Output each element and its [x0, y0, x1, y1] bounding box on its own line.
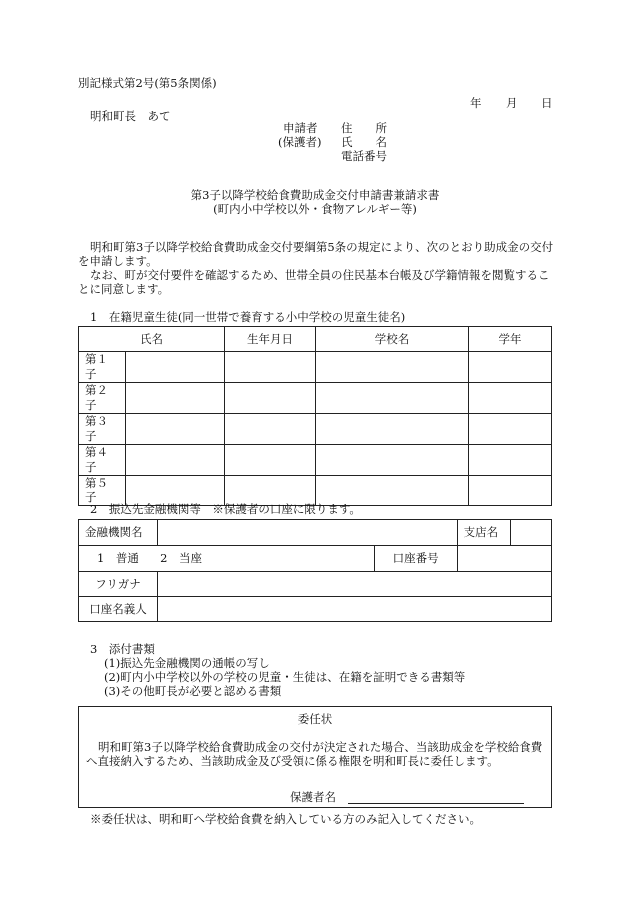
address-label: 住 所 — [341, 121, 387, 135]
account-type-ordinary[interactable]: 1 普通 — [97, 551, 139, 566]
bank-name-field[interactable] — [158, 520, 458, 546]
birthdate-cell[interactable] — [225, 444, 316, 475]
branch-label: 支店名 — [457, 520, 510, 546]
account-type-current[interactable]: 2 当座 — [160, 551, 202, 566]
bank-name-label: 金融機関名 — [79, 520, 158, 546]
grade-cell[interactable] — [469, 475, 552, 506]
guardian-name-field[interactable] — [348, 803, 524, 804]
grade-cell[interactable] — [469, 413, 552, 444]
addressee: 明和町長 あて — [90, 109, 171, 123]
account-holder-field[interactable] — [158, 597, 552, 622]
name-cell[interactable] — [126, 444, 225, 475]
row-label: 第３子 — [79, 413, 126, 444]
school-cell[interactable] — [316, 444, 469, 475]
table-row — [79, 382, 552, 413]
name-cell[interactable] — [126, 413, 225, 444]
applicant-label: 申請者 — [283, 121, 318, 135]
row-label: 第２子 — [79, 382, 126, 413]
proxy-title: 委任状 — [297, 712, 333, 726]
document-subtitle: (町内小中学校以外・食物アレルギー等) — [213, 202, 417, 216]
account-number-field[interactable] — [457, 546, 551, 572]
account-number-label: 口座番号 — [374, 546, 457, 572]
proxy-line-2: へ直接納入するため、当該助成金及び受領に係る権限を明和町長に委任します。 — [86, 754, 499, 768]
name-cell[interactable] — [126, 382, 225, 413]
attachment-item-2: (2)町内小中学校以外の学校の児童・生徒は、在籍を証明できる書類等 — [104, 670, 466, 684]
table-row — [79, 413, 552, 444]
grade-cell[interactable] — [469, 382, 552, 413]
col-header-birthdate: 生年月日 — [225, 327, 316, 352]
table-row — [79, 444, 552, 475]
col-header-grade: 学年 — [469, 327, 552, 352]
intro-line-4: とに同意します。 — [78, 282, 170, 296]
col-header-name: 氏名 — [79, 327, 225, 352]
account-holder-label: 口座名義人 — [79, 597, 158, 622]
birthdate-cell[interactable] — [225, 413, 316, 444]
form-number: 別記様式第2号(第5条関係) — [78, 76, 217, 90]
guardian-name-label: 保護者名 — [290, 790, 336, 804]
name-label: 氏 名 — [341, 135, 387, 149]
bank-table — [78, 519, 552, 622]
section2-heading: 2 振込先金融機関等 ※保護者の口座に限ります。 — [90, 502, 361, 516]
date-month-label: 月 — [506, 96, 518, 110]
intro-line-1: 明和町第3子以降学校給食費助成金交付要綱第5条の規定により、次のとおり助成金の交付 — [90, 240, 554, 254]
guardian-paren-label: (保護者) — [278, 135, 322, 149]
furigana-field[interactable] — [158, 572, 552, 597]
birthdate-cell[interactable] — [225, 352, 316, 383]
table-row — [79, 352, 552, 383]
date-year-label: 年 — [470, 96, 482, 110]
row-label: 第１子 — [79, 352, 126, 383]
school-cell[interactable] — [316, 382, 469, 413]
school-cell[interactable] — [316, 352, 469, 383]
name-cell[interactable] — [126, 352, 225, 383]
account-type-cell — [79, 546, 375, 572]
document-title: 第3子以降学校給食費助成金交付申請書兼請求書 — [190, 188, 440, 202]
attachment-item-1: (1)振込先金融機関の通帳の写し — [104, 656, 270, 670]
intro-line-2: を申請します。 — [78, 254, 158, 268]
school-cell[interactable] — [316, 413, 469, 444]
footer-note: ※委任状は、明和町へ学校給食費を納入している方のみ記入してください。 — [90, 812, 481, 826]
proxy-line-1: 明和町第3子以降学校給食費助成金の交付が決定された場合、当該助成金を学校給食費 — [98, 740, 543, 754]
children-table — [78, 326, 552, 506]
branch-field[interactable] — [510, 520, 551, 546]
furigana-label: フリガナ — [79, 572, 158, 597]
col-header-school: 学校名 — [316, 327, 469, 352]
section1-heading: 1 在籍児童生徒(同一世帯で養育する小中学校の児童生徒名) — [90, 310, 406, 324]
grade-cell[interactable] — [469, 352, 552, 383]
phone-label: 電話番号 — [341, 149, 387, 163]
grade-cell[interactable] — [469, 444, 552, 475]
date-day-label: 日 — [541, 96, 553, 110]
birthdate-cell[interactable] — [225, 382, 316, 413]
row-label: 第４子 — [79, 444, 126, 475]
attachment-item-3: (3)その他町長が必要と認める書類 — [104, 684, 282, 698]
intro-line-3: なお、町が交付要件を確認するため、世帯全員の住民基本台帳及び学籍情報を閲覧するこ — [90, 268, 550, 282]
row-label: 第５子 — [79, 475, 126, 506]
section3-heading: 3 添付書類 — [90, 642, 155, 656]
